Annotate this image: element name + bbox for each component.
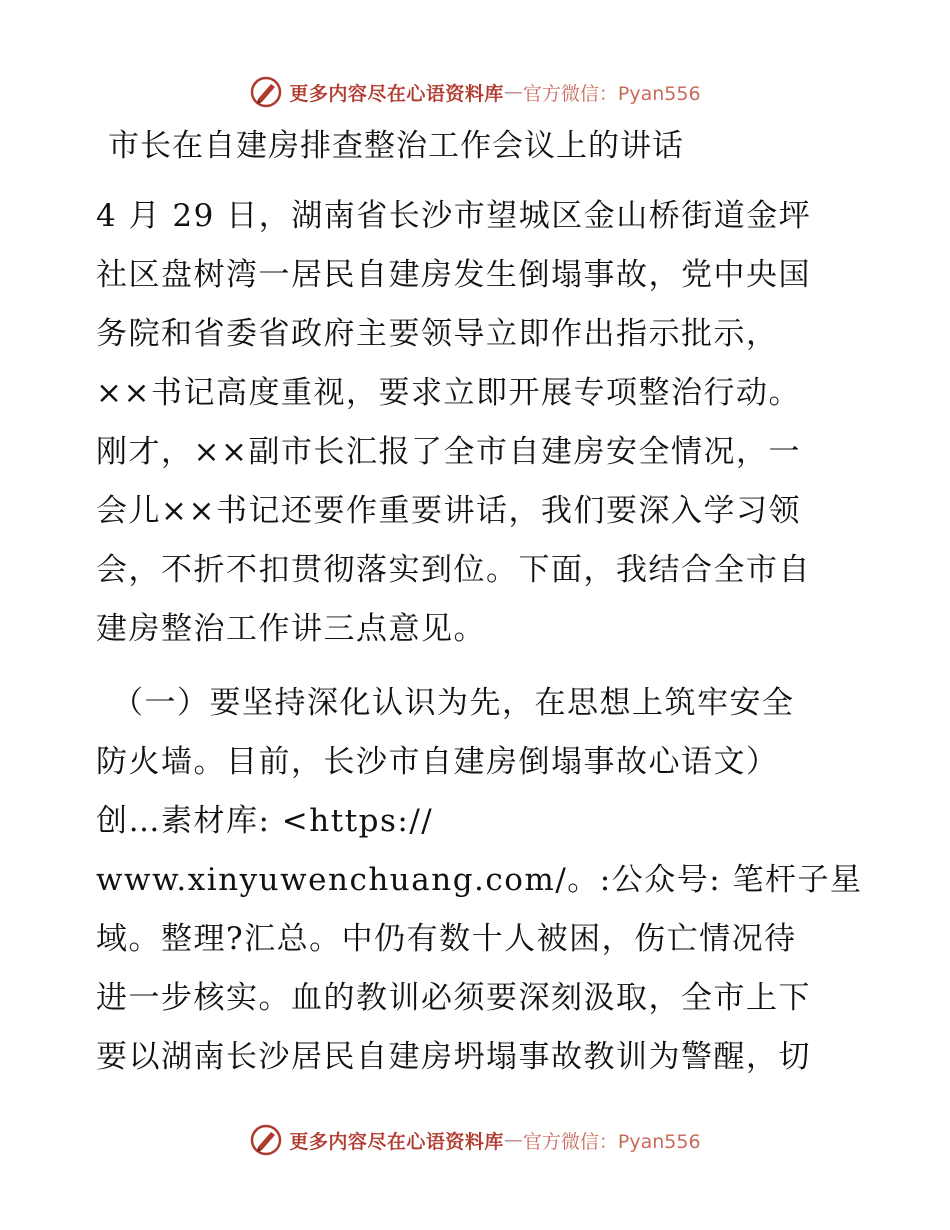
footer-watermark [0,1118,950,1162]
body-line: 建房整治工作讲三点意见。 [96,611,486,647]
body-line: 创…素材库: <https:// [96,803,434,839]
body-line: 4 月 29 日，湖南省长沙市望城区金山桥街道金坪 [96,198,812,234]
brand-logo-icon [249,1123,283,1157]
body-line: www.xinyuwenchuang.com/。:公众号: 笔杆子星 [96,862,863,898]
body-line: 进一步核实。血的教训必须要深刻汲取，全市上下 [96,980,811,1016]
body-line: （一）要坚持深化认识为先，在思想上筑牢安全 [112,685,795,721]
brand-separator: — [503,1129,523,1151]
body-line: 要以湖南长沙居民自建房坍塌事故教训为警醒，切 [96,1039,811,1075]
body-line: 刚才，××副市长汇报了全市自建房安全情况，一 [96,434,801,470]
body-line: ××书记高度重视，要求立即开展专项整治行动。 [96,375,801,411]
body-line: 会儿××书记还要作重要讲话，我们要深入学习领 [96,493,801,529]
body-line: 防火墙。目前，长沙市自建房倒塌事故心语文） [96,744,779,780]
brand-logo-icon [249,75,283,109]
brand-text: 更多内容尽在心语资料库 [289,82,504,105]
header-watermark [0,70,950,114]
body-line: 会，不折不扣贯彻落实到位。下面，我结合全市自 [96,552,811,588]
brand-separator: — [503,81,523,103]
brand-text: 更多内容尽在心语资料库 [289,1130,504,1153]
wechat-id: 官方微信：Pyan556 [522,1130,701,1153]
body-line: 社区盘树湾一居民自建房发生倒塌事故，党中央国 [96,257,811,293]
body-line: 务院和省委省政府主要领导立即作出指示批示， [96,316,779,352]
body-line: 域。整理?汇总。中仍有数十人被困，伤亡情况待 [96,921,797,957]
document-title: 市长在自建房排查整治工作会议上的讲话 [108,128,684,164]
wechat-id: 官方微信：Pyan556 [522,82,701,105]
